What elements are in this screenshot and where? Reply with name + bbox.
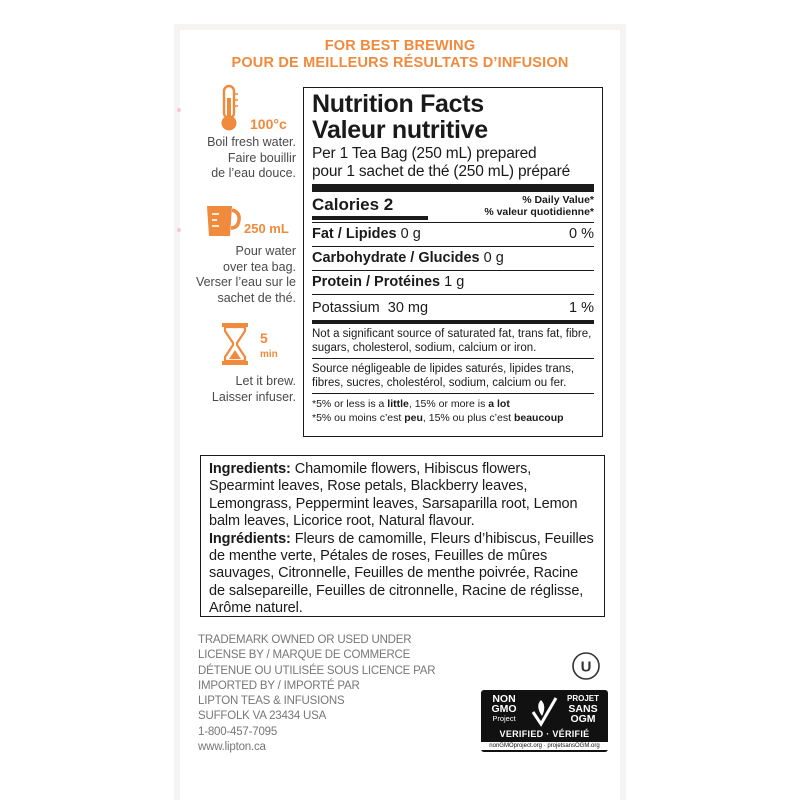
footnote-en (312, 398, 594, 412)
nutrient-percent: 1 % (569, 300, 594, 316)
kosher-symbol-icon (571, 651, 601, 681)
legal-line: SUFFOLK VA 23434 USA (198, 710, 327, 723)
legal-line: LIPTON TEAS & INFUSIONS (198, 695, 345, 708)
non-gmo-left-text (486, 694, 522, 724)
nutrition-note-fr: Source négligeable de lipides saturés, lipides trans, fibres, sucres, cholestérol, sodium, calcium ou fer. (312, 359, 594, 394)
calories-label: Calories 2 (312, 195, 394, 214)
serving-size (312, 145, 594, 181)
legal-line: LICENSE BY / MARQUE DE COMMERCE (198, 649, 411, 662)
footnote-text: *5% or less is a (312, 398, 388, 410)
nutrient-row-potassium-text (312, 300, 428, 316)
legal-line: 1-800-457-7095 (198, 725, 278, 738)
ingredients-text-fr: Fleurs de camomille, Fleurs d’hibiscus, Feuilles de menthe verte, Pétales de roses, Feuilles de mûres sauvages, Citronnelle, Feuilles de menthe poivrée, Racine de salsepareille, Feuilles de citronnelle, Racine de réglisse, Arôme naturel. (209, 530, 594, 617)
ingredients-en (209, 461, 596, 531)
non-gmo-verified: VERIFIED · VÉRIFIÉ (499, 729, 590, 739)
legal-line: IMPORTED BY / IMPORTÉ PAR (198, 679, 360, 692)
nutrition-facts-table (303, 87, 603, 437)
non-gmo-line: SANS (568, 703, 598, 715)
footnote-text: , 15% ou plus c’est (422, 411, 514, 424)
nutrient-row-carbohydrate-text (312, 250, 504, 266)
legal-line: www.lipton.ca (198, 741, 266, 754)
thick-divider (312, 184, 594, 192)
nutrition-note-en: Not a significant source of saturated fat, trans fat, fibre, sugars, cholesterol, sodium, calcium or iron. (312, 324, 594, 359)
footnote-bold: beaucoup (513, 411, 564, 424)
daily-value-header (484, 194, 594, 218)
nutrient-amount: 1 g (444, 274, 465, 290)
nutrient-label: Protein / Protéines (312, 274, 441, 290)
nutrient-row-carbohydrate (312, 247, 594, 271)
nutrient-row-fat-text (312, 226, 421, 242)
footnote-bold: a lot (488, 398, 510, 410)
kosher-letter: U (580, 658, 592, 676)
non-gmo-badge (481, 690, 608, 752)
nutrient-row-protein (312, 271, 594, 295)
nutrient-label: Potassium (312, 300, 380, 316)
brew-time-unit: min (260, 349, 278, 360)
thermometer-icon (218, 84, 240, 132)
non-gmo-right-text (563, 694, 603, 724)
legal-line: TRADEMARK OWNED OR USED UNDER (198, 634, 412, 646)
non-gmo-urls: nonGMOproject.org · projetsansOGM.org (481, 742, 608, 750)
checkmark-leaf-icon (529, 694, 559, 728)
footnote-text: *5% ou moins c’est (312, 411, 405, 424)
nutrient-row-potassium (312, 295, 594, 324)
footnote-text: , 15% or more is (408, 398, 489, 410)
footnote-bold: little (387, 398, 409, 410)
daily-value-en: % Daily Value* (522, 194, 594, 206)
footnote-fr (312, 412, 594, 426)
step-line: Laisser infuser. (211, 389, 296, 404)
step-line: Pour water (235, 244, 296, 258)
nutrition-title-en: Nutrition Facts (312, 90, 484, 118)
ingredients-label-en: Ingredients: (209, 461, 291, 477)
ingredients-fr (209, 531, 596, 618)
nutrient-amount: 0 g (400, 226, 421, 242)
legal-text (198, 633, 438, 755)
nutrient-row-protein-text (312, 274, 464, 290)
ingredients-text-en: Chamomile flowers, Hibiscus flowers, Spearmint leaves, Rose petals, Blackberry leaves, Lemongrass, Peppermint leaves, Sarsaparilla root, Lemon balm leaves, Licorice root, Natural flavour. (209, 461, 578, 530)
nutrition-title (312, 91, 594, 143)
step-pour-text (180, 244, 296, 306)
daily-value-footnote (312, 394, 594, 425)
serving-size-fr: pour 1 sachet de thé (250 mL) préparé (312, 163, 570, 180)
calories-underline (312, 216, 428, 220)
brewing-header-en: FOR BEST BREWING (324, 38, 476, 54)
non-gmo-line: NON (492, 693, 516, 705)
brewing-header-fr: POUR DE MEILLEURS RÉSULTATS D’INFUSION (231, 55, 569, 71)
serving-size-en: Per 1 Tea Bag (250 mL) prepared (312, 145, 537, 162)
calories-row (312, 192, 594, 223)
nutrition-title-fr: Valeur nutritive (312, 116, 488, 144)
non-gmo-line: Project (492, 714, 516, 723)
daily-value-fr: % valeur quotidienne* (484, 206, 594, 218)
non-gmo-line: GMO (491, 703, 517, 715)
step-line: de l’eau douce. (211, 166, 296, 180)
step-line: Verser l’eau sur le (195, 275, 296, 289)
measuring-cup-icon (204, 200, 242, 240)
nutrient-amount: 30 mg (387, 300, 429, 316)
footnote-bold: peu (404, 411, 423, 424)
step-brew-text (180, 374, 296, 405)
step-line: Let it brew. (235, 374, 296, 388)
nutrient-row-fat (312, 223, 594, 247)
ingredients-box (200, 455, 605, 617)
step-boil-text (180, 135, 296, 182)
ingredients-label-fr: Ingrédients: (209, 530, 291, 547)
nutrient-amount: 0 g (483, 250, 504, 266)
hourglass-icon (220, 322, 250, 366)
non-gmo-line: PROJET (566, 694, 599, 703)
step-line: Boil fresh water. (207, 135, 296, 149)
water-temperature: 100°c (250, 116, 287, 132)
brew-time: 5 (260, 330, 268, 346)
step-line: over tea bag. (223, 259, 296, 274)
water-volume: 250 mL (244, 221, 289, 236)
legal-line: DÉTENUE OU UTILISÉE SOUS LICENCE PAR (198, 664, 436, 677)
nutrient-percent: 0 % (569, 226, 594, 242)
non-gmo-line: OGM (570, 713, 596, 725)
step-line: Faire bouillir (227, 150, 296, 165)
step-line: sachet de thé. (217, 290, 296, 305)
brewing-header (180, 38, 620, 72)
nutrient-label: Fat / Lipides (312, 226, 397, 242)
nutrient-label: Carbohydrate / Glucides (312, 250, 480, 266)
